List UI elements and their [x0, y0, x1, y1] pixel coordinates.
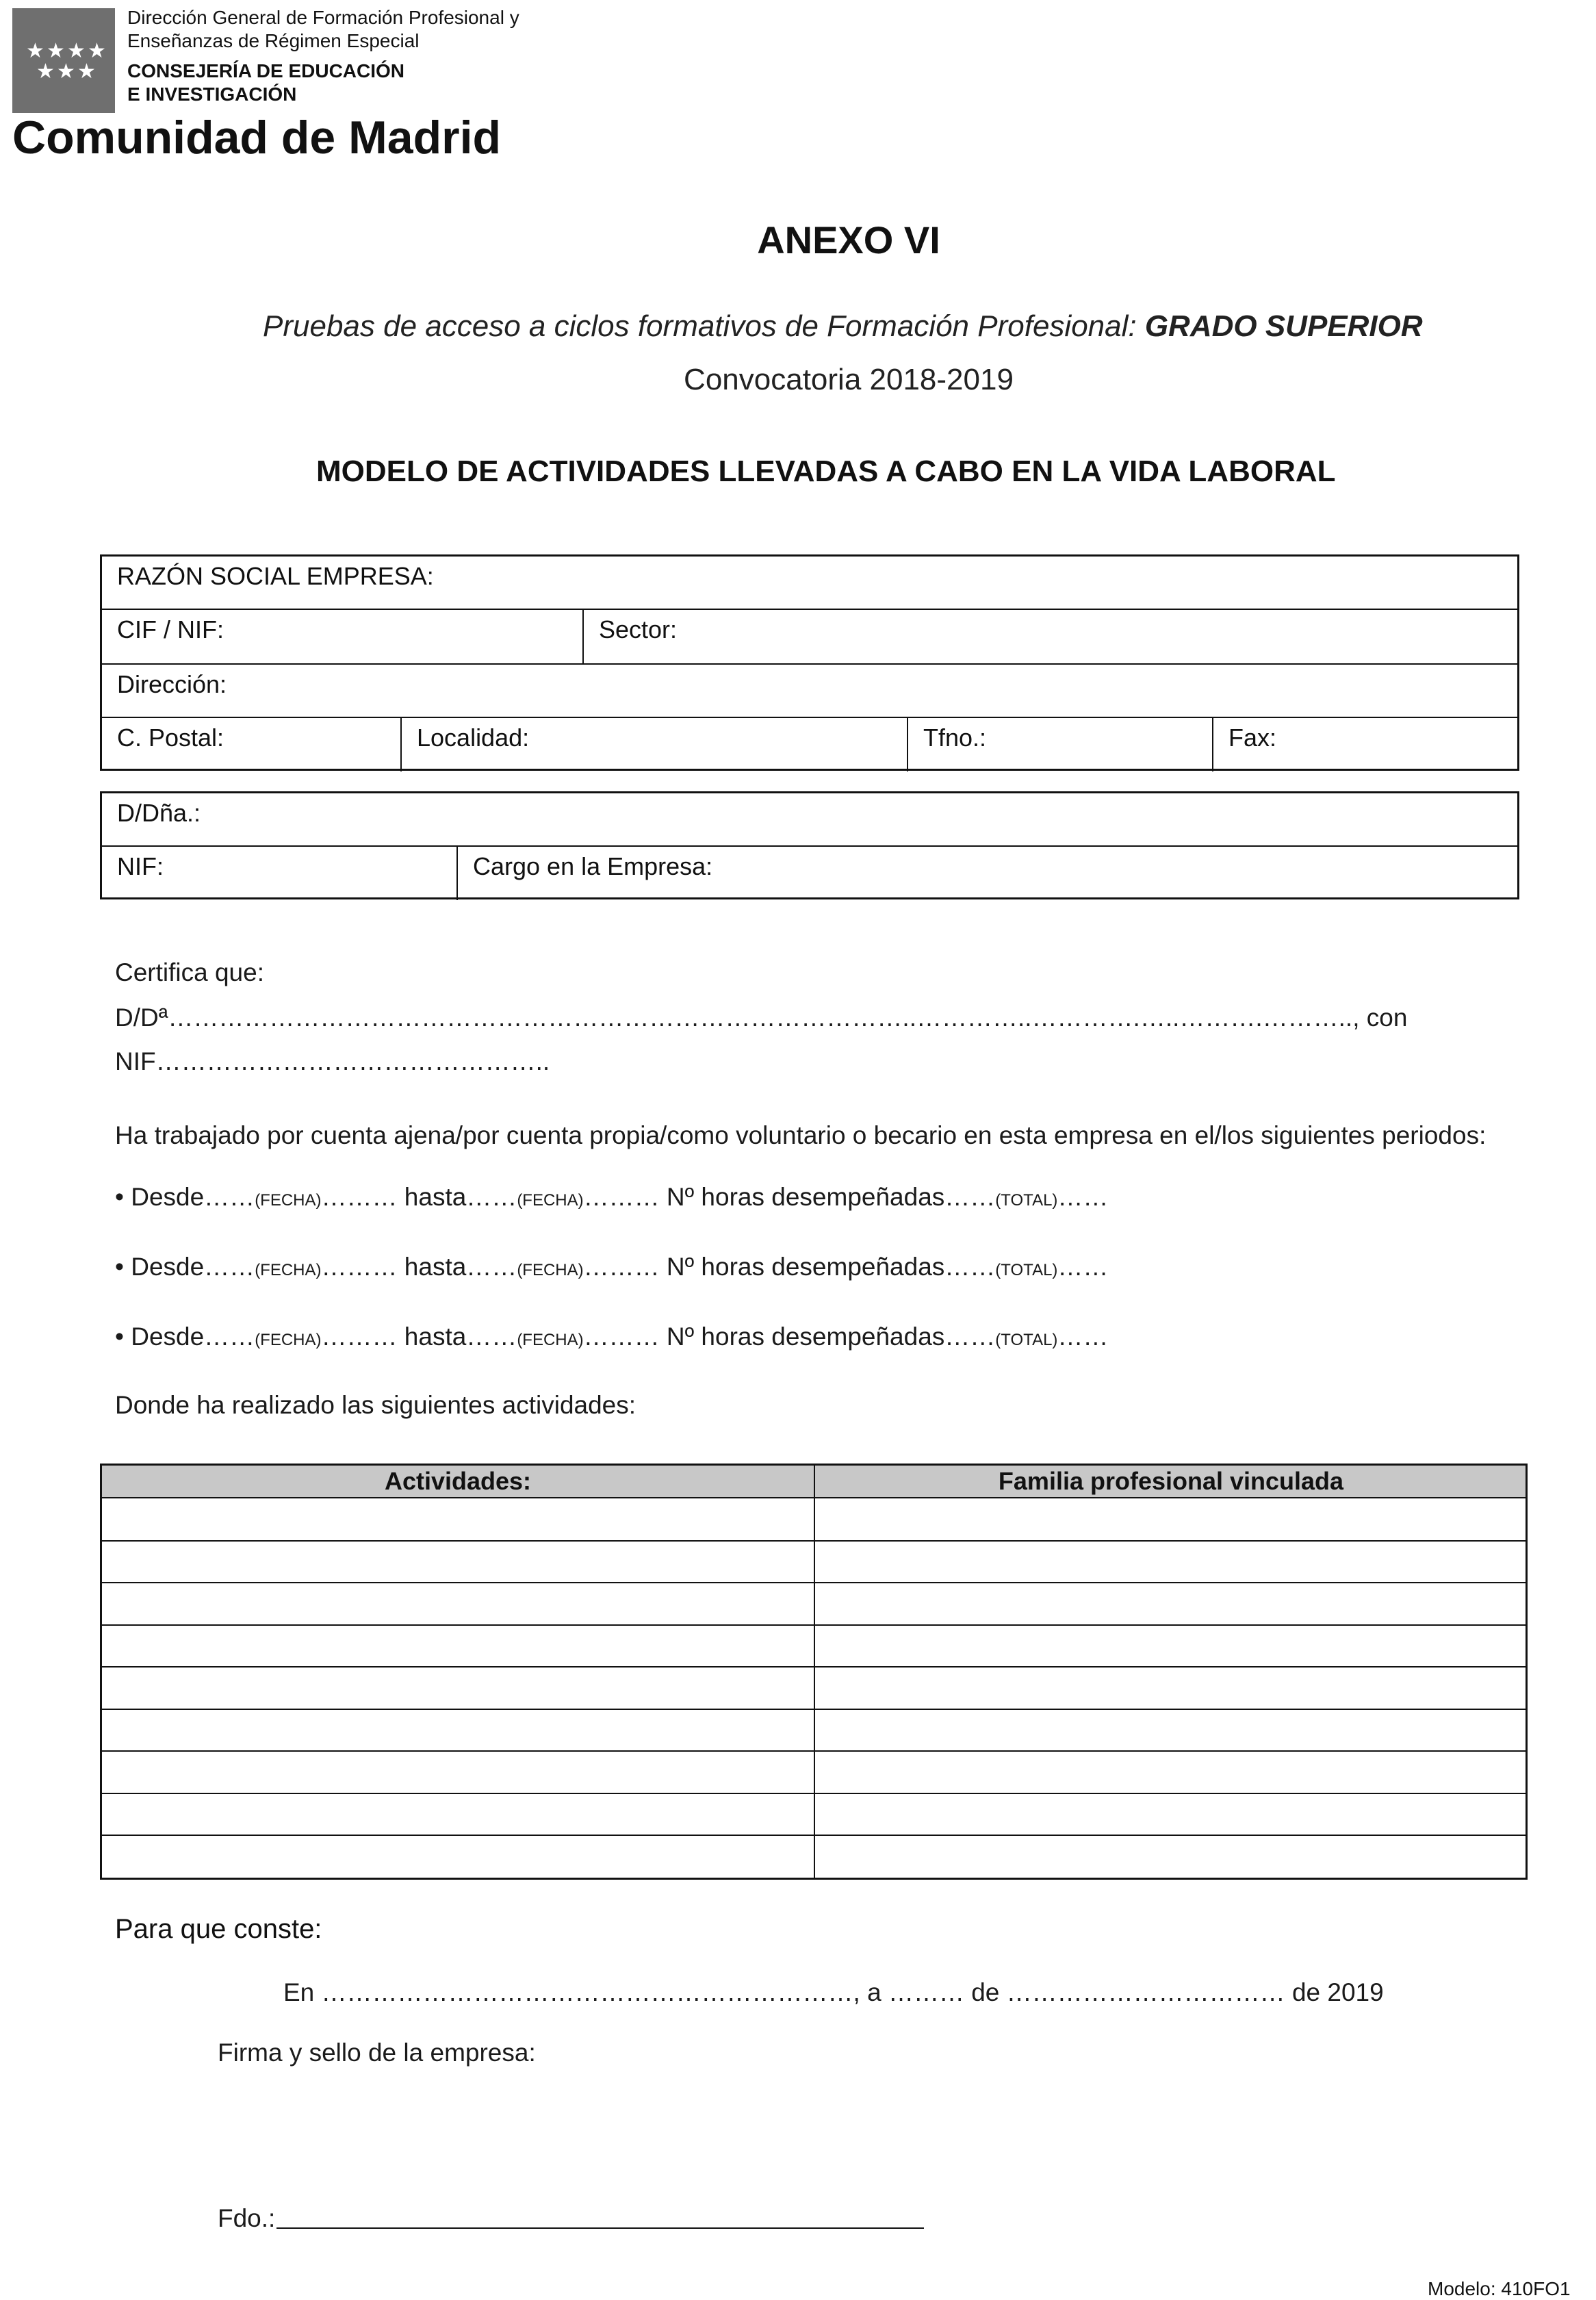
- period-horas: ……… Nº horas desempeñadas……: [583, 1253, 996, 1281]
- period-horas: ……… Nº horas desempeñadas……: [583, 1183, 996, 1211]
- star-icon: ★: [57, 60, 75, 83]
- model-title: MODELO DE ACTIVIDADES LLEVADAS A CABO EN LA VIDA LABORAL: [316, 455, 1336, 488]
- table-row-divider: [102, 1582, 1526, 1583]
- period-total: (TOTAL): [995, 1331, 1058, 1349]
- donde-text: Donde ha realizado las siguientes actividades:: [115, 1391, 636, 1419]
- period-hasta: ……… hasta……: [321, 1253, 517, 1281]
- period-horas: ……… Nº horas desempeñadas……: [583, 1322, 996, 1351]
- table-row[interactable]: [102, 1625, 1526, 1668]
- period-fecha: (FECHA): [255, 1331, 322, 1349]
- consejeria-line2: E INVESTIGACIÓN: [127, 84, 297, 105]
- trabajo-text: Ha trabajado por cuenta ajena/por cuenta propia/como voluntario o becario en esta empresa en el/los siguientes periodos:: [115, 1121, 1486, 1149]
- period-line[interactable]: [115, 1322, 1108, 1351]
- period-desde: • Desde……: [115, 1183, 255, 1211]
- subtitle-grado: GRADO SUPERIOR: [1144, 309, 1423, 343]
- star-icon: ★: [36, 60, 55, 83]
- representante-form: [100, 791, 1519, 899]
- table-row-divider: [102, 1666, 1526, 1668]
- consejeria-line1: CONSEJERÍA DE EDUCACIÓN: [127, 60, 405, 81]
- certifica-label: Certifica que:: [115, 958, 264, 986]
- signature-line[interactable]: [276, 2227, 924, 2229]
- fdo-label: Fdo.:: [218, 2204, 276, 2232]
- period-total: (TOTAL): [995, 1191, 1058, 1210]
- razon-social-field[interactable]: RAZÓN SOCIAL EMPRESA:: [117, 562, 434, 590]
- tfno-field[interactable]: Tfno.:: [923, 724, 987, 752]
- representante-name-field[interactable]: D/Dña.:: [117, 799, 201, 827]
- localidad-field[interactable]: Localidad:: [417, 724, 530, 752]
- direccion-field[interactable]: Dirección:: [117, 670, 227, 698]
- table-row[interactable]: [102, 1498, 1526, 1541]
- period-fecha: (FECHA): [517, 1191, 584, 1210]
- table-row-divider: [102, 1540, 1526, 1542]
- star-icon: ★: [67, 40, 86, 62]
- period-line[interactable]: [115, 1183, 1108, 1212]
- period-hasta: ……… hasta……: [321, 1322, 517, 1351]
- table-row[interactable]: [102, 1709, 1526, 1752]
- star-icon: ★: [88, 40, 106, 62]
- table-row-divider: [102, 1793, 1526, 1794]
- certifica-name-line[interactable]: D/Dª……………………………………………………………………………..…………..………….…..……….……….., con: [115, 1004, 1408, 1032]
- sector-field[interactable]: Sector:: [599, 615, 678, 643]
- model-code: Modelo: 410FO1: [1428, 2278, 1571, 2299]
- table-row[interactable]: [102, 1793, 1526, 1836]
- representante-nif-field[interactable]: NIF:: [117, 852, 164, 880]
- para-que-conste: Para que conste:: [115, 1914, 322, 1944]
- table-row-divider: [102, 1624, 1526, 1626]
- table-row-divider: [102, 1709, 1526, 1710]
- subtitle-prefix: Pruebas de acceso a ciclos formativos de Formación Profesional:: [263, 309, 1145, 343]
- period-fecha: (FECHA): [255, 1261, 322, 1279]
- table-row-divider: [102, 1750, 1526, 1752]
- period-fecha: (FECHA): [517, 1261, 584, 1279]
- table-row[interactable]: [102, 1667, 1526, 1709]
- table-row[interactable]: [102, 1835, 1526, 1878]
- table-row-divider: [102, 1835, 1526, 1836]
- comunidad-title: Comunidad de Madrid: [12, 112, 501, 164]
- lugar-fecha-line[interactable]: En ………………………………………………………, a ……… de …………………………… de 2019: [283, 1978, 1384, 2006]
- page-title: ANEXO VI: [757, 218, 940, 261]
- period-end: ……: [1057, 1183, 1109, 1211]
- direccion-general-line1: Dirección General de Formación Profesional y: [127, 7, 519, 28]
- subtitle: [263, 309, 1423, 344]
- star-icon: ★: [77, 60, 96, 83]
- community-logo: [12, 8, 115, 113]
- postal-field[interactable]: C. Postal:: [117, 724, 224, 752]
- period-fecha: (FECHA): [255, 1191, 322, 1210]
- period-line[interactable]: [115, 1253, 1108, 1281]
- period-fecha: (FECHA): [517, 1331, 584, 1349]
- period-desde: • Desde……: [115, 1253, 255, 1281]
- table-row[interactable]: [102, 1751, 1526, 1793]
- fax-field[interactable]: Fax:: [1228, 724, 1277, 752]
- certifica-nif-line[interactable]: NIF………………………………………..: [115, 1047, 550, 1075]
- cif-field[interactable]: CIF / NIF:: [117, 615, 224, 643]
- column-header-familia: Familia profesional vinculada: [998, 1467, 1344, 1495]
- star-icon: ★: [26, 40, 44, 62]
- empresa-form: [100, 554, 1519, 771]
- convocatoria: Convocatoria 2018-2019: [684, 363, 1014, 396]
- period-end: ……: [1057, 1253, 1109, 1281]
- star-icon: ★: [47, 40, 65, 62]
- period-hasta: ……… hasta……: [321, 1183, 517, 1211]
- period-desde: • Desde……: [115, 1322, 255, 1351]
- column-header-actividades: Actividades:: [384, 1467, 532, 1495]
- period-total: (TOTAL): [995, 1261, 1058, 1279]
- cargo-field[interactable]: Cargo en la Empresa:: [473, 852, 713, 880]
- table-row[interactable]: [102, 1583, 1526, 1625]
- direccion-general-line2: Enseñanzas de Régimen Especial: [127, 30, 420, 51]
- activities-table: [100, 1464, 1528, 1880]
- table-row[interactable]: [102, 1541, 1526, 1583]
- firma-sello-label: Firma y sello de la empresa:: [218, 2039, 536, 2067]
- period-end: ……: [1057, 1322, 1109, 1351]
